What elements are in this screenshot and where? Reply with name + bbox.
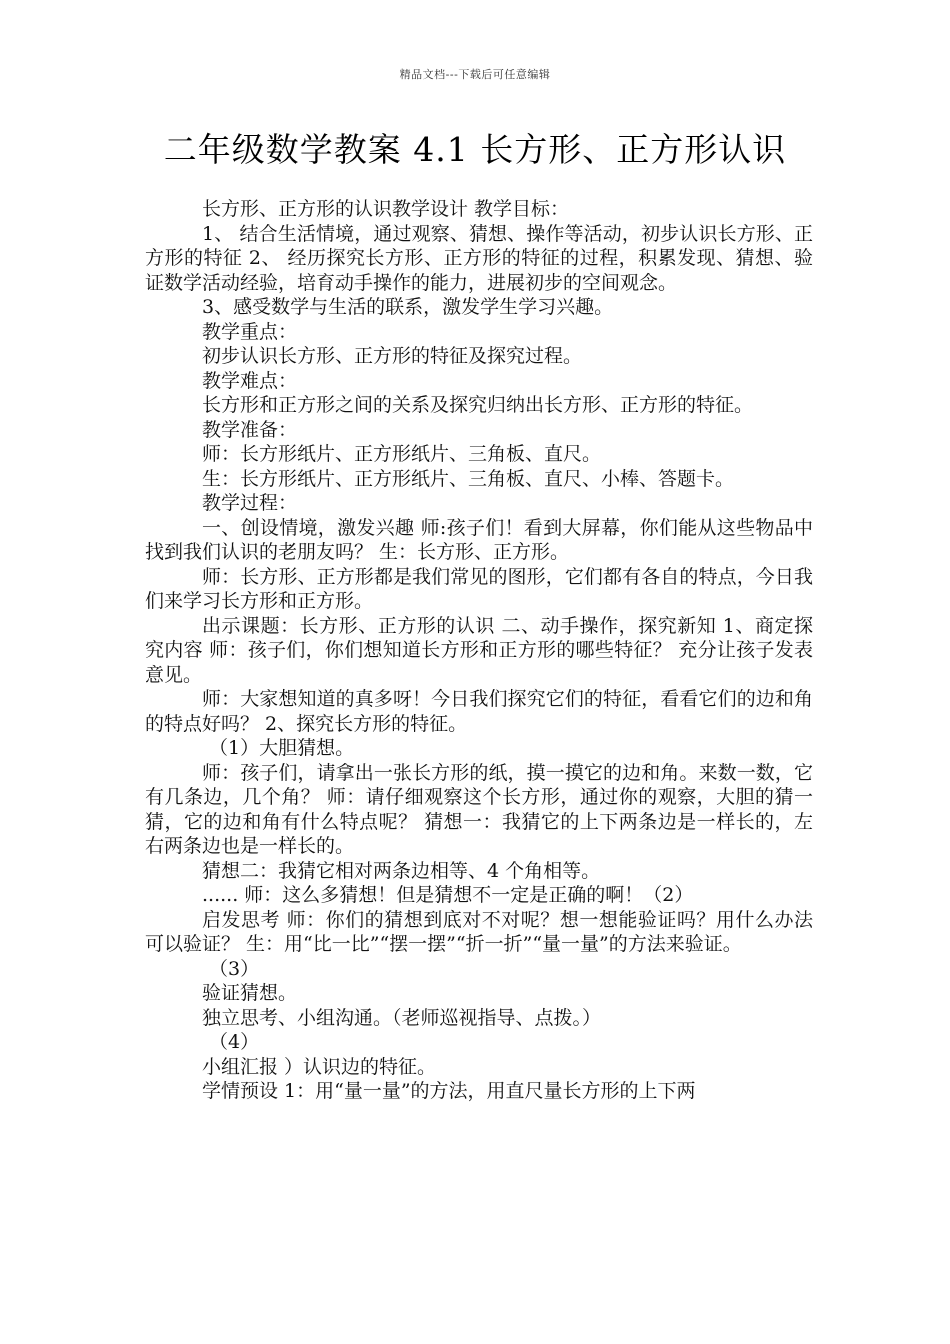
paragraph: 3、感受数学与生活的联系，激发学生学习兴趣。 <box>202 296 614 318</box>
paragraph: 教学重点： <box>202 320 298 343</box>
paragraph: 学情预设 1：用“量一量”的方法，用直尺量长方形的上下两 <box>202 1080 696 1102</box>
paragraph: 师：大家想知道的真多呀！今日我们探究它们的特征，看看它们的边和角的特点好吗？ 2、探究长方形的特征。 <box>145 688 813 735</box>
paragraph: 师：长方形纸片、正方形纸片、三角板、直尺。 <box>202 443 602 465</box>
document-title: 二年级数学教案 4.1 长方形、正方形认识 <box>163 130 787 169</box>
paragraph: （3） <box>209 957 260 980</box>
paragraph: 独立思考、小组沟通。（老师巡视指导、点拨。） <box>202 1006 602 1029</box>
paragraph: 小组汇报 ）认识边的特征。 <box>202 1055 437 1078</box>
paragraph: 生：长方形纸片、正方形纸片、三角板、直尺、小棒、答题卡。 <box>202 467 735 490</box>
paragraph: 初步认识长方形、正方形的特征及探究过程。 <box>202 345 583 367</box>
paragraph: 教学准备： <box>202 418 298 441</box>
paragraph: 教学过程： <box>202 492 298 514</box>
paragraph: 长方形、正方形的认识教学设计 教学目标： <box>202 198 570 220</box>
paragraph: 师：孩子们，请拿出一张长方形的纸，摸一摸它的边和角。来数一数，它有几条边，几个角？ 师：请仔细观察这个长方形，通过你的观察，大胆的猜一猜，它的边和角有什么特点呢？ 猜想一：我猜它的上下两条边是一样长的，左右两条边也是一样长的。 <box>145 761 813 857</box>
paragraph: ...... 师：这么多猜想！但是猜想不一定是正确的啊！（2） <box>202 884 694 906</box>
paragraph: 出示课题：长方形、正方形的认识 二、动手操作，探究新知 1、商定探究内容 师：孩子们，你们想知道长方形和正方形的哪些特征？ 充分让孩子发表意见。 <box>145 614 813 686</box>
paragraph: 验证猜想。 <box>202 982 298 1004</box>
paragraph: 1、 结合生活情境，通过观察、猜想、操作等活动，初步认识长方形、正方形的特征 2、 经历探究长方形、正方形的特征的过程，积累发现、猜想、验证数学活动经验，培育动手操作的能力，进展初步的空间观念。 <box>145 222 813 294</box>
paragraph: （4） <box>209 1031 260 1053</box>
paragraph: （1）大胆猜想。 <box>209 737 355 759</box>
document-body <box>145 197 813 1104</box>
paragraph: 一、创设情境，激发兴趣 师:孩子们！看到大屏幕，你们能从这些物品中找到我们认识的老朋友吗？ 生：长方形、正方形。 <box>145 516 813 563</box>
paragraph: 教学难点： <box>202 369 298 392</box>
paragraph: 猜想二：我猜它相对两条边相等、4 个角相等。 <box>202 859 601 882</box>
paragraph: 长方形和正方形之间的关系及探究归纳出长方形、正方形的特征。 <box>202 394 754 416</box>
page-header: 精品文档---下载后可任意编辑 <box>399 68 551 81</box>
paragraph: 师：长方形、正方形都是我们常见的图形，它们都有各自的特点，今日我们来学习长方形和正方形。 <box>145 565 813 612</box>
paragraph: 启发思考 师：你们的猜想到底对不对呢？想一想能验证吗？用什么办法可以验证？ 生：用“比一比”“摆一摆”“折一折”“量一量”的方法来验证。 <box>145 908 813 955</box>
